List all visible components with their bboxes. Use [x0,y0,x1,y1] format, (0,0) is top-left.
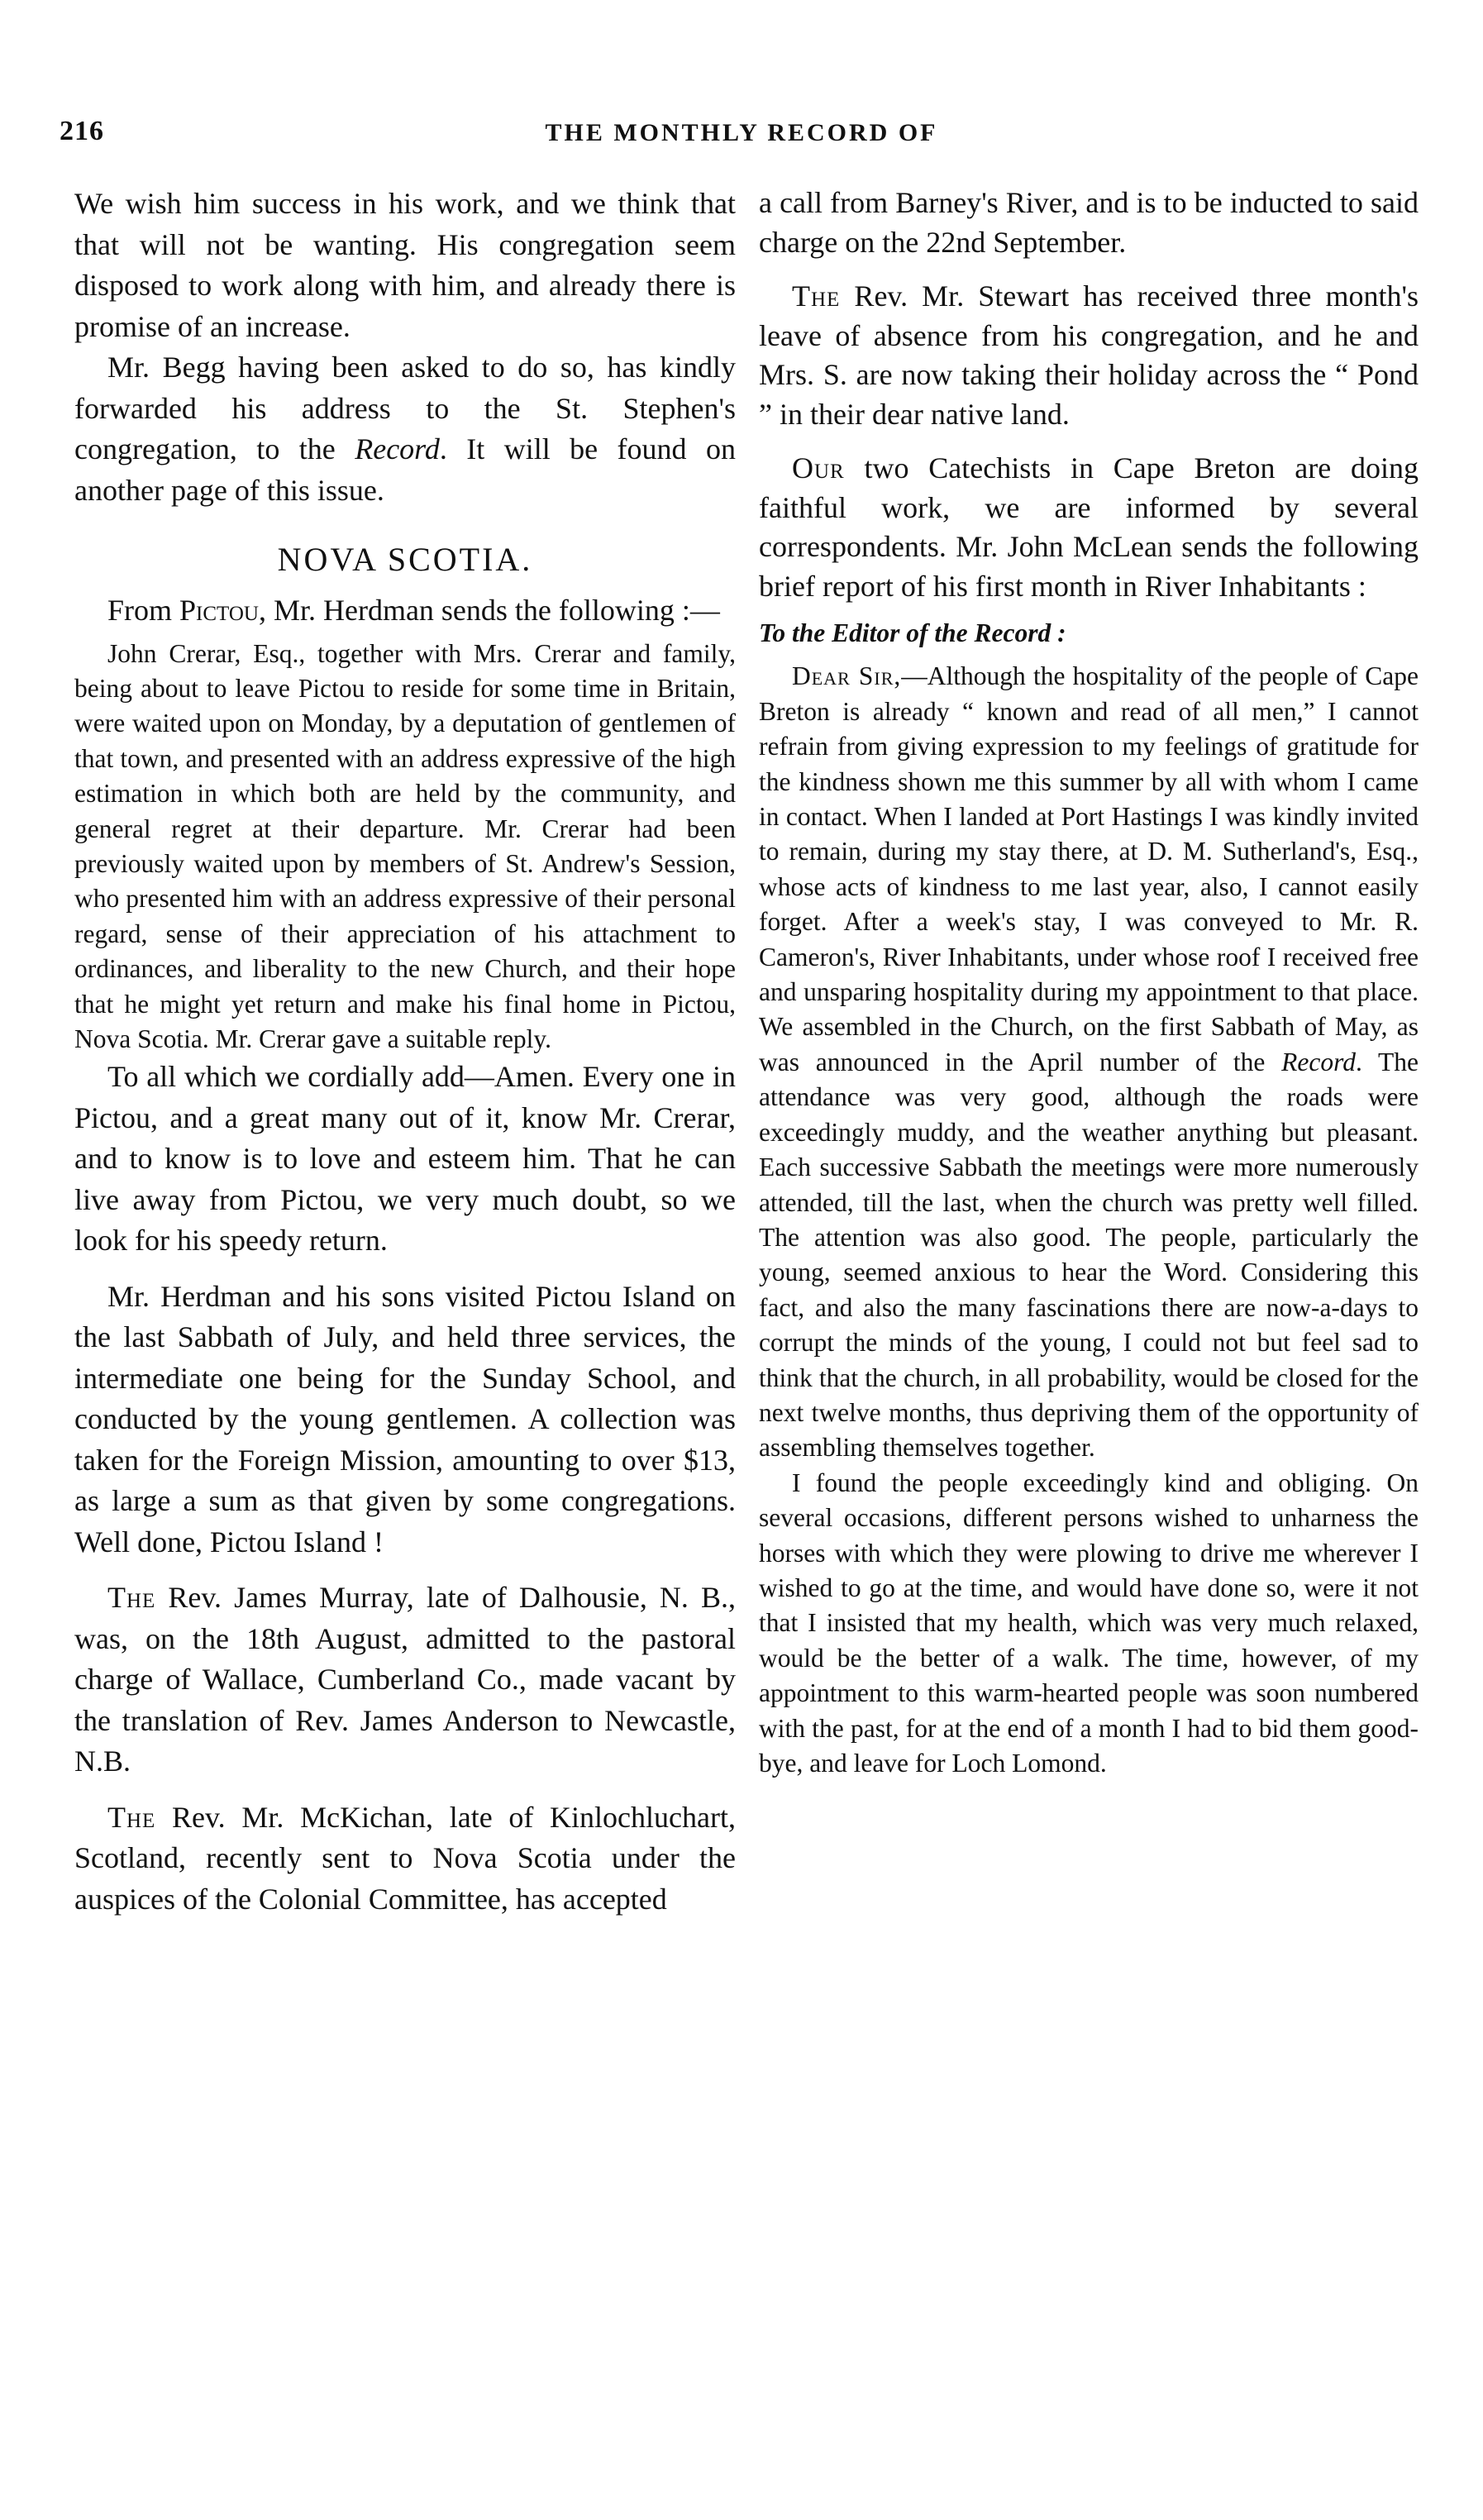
section-heading-nova-scotia: NOVA SCOTIA. [277,541,533,578]
pictou-small-caps: Pictou [179,594,259,627]
letter-body [759,659,1419,1465]
letter-address-line: To the Editor of the Record : [759,618,1066,647]
catechists-lead-word: Our [792,451,845,484]
pictou-intro-b: , Mr. Herdman sends the following :— [258,594,720,627]
paragraph-catechists [759,449,1419,606]
right-column [759,184,1419,2490]
letter-text-a: —Although the hospitality of the people of Cape Breton is already “ known and read of all men,” I cannot refrain from giving expression to my feelings of gratitude for the kindness shown me this summer by all with whom I came in contact. When I landed at Port Hastings I was kindly invited to remain, during my stay there, at D. M. Sutherland's, Esq., whose acts of kindness to me last year, also, I cannot easily forget. After a week's stay, I was conveyed to Mr. R. Cameron's, River Inhabitants, under whose roof I received free and unsparing hospitality during my appointment to that place. We assembled in the Church, on the first Sabbath of May, as was announced in the April number of the [759,661,1419,1076]
begg-text-a: Mr. Begg having been asked to do so, has kindly forwarded his address to the St. Stephen's congregation, to the [74,351,736,465]
page-number: 216 [60,116,104,146]
murray-lead-word: The [107,1581,156,1615]
paragraph-begg [74,347,736,511]
paragraph-success: We wish him success in his work, and we think that that will not be wanting. His congregation seem disposed to work along with him, and already there is promise of an increase. [74,187,736,343]
paragraph-barneys-river: a call from Barney's River, and is to be inducted to said charge on the 22nd September. [759,186,1419,259]
letter-text-b: . The attendance was very good, although the roads were exceedingly muddy, and the weather anything but pleasant. Each successive Sabbath the meetings were more numerously attended, till the last, when the church was pretty well filled. The attention was also good. The people, particularly the young, seemed anxious to hear the Word. Considering this fact, and also the many fascinations there are now-a-days to corrupt the minds of the young, I could not but feel sad to think that the church, in all probability, would be closed for the next twelve months, thus depriving them of the opportunity of assembling themselves together. [759,1047,1419,1463]
paragraph-mckichan [74,1797,736,1921]
murray-text: Rev. James Murray, late of Dalhousie, N. B., was, on the 18th August, admitted to the pastoral charge of Wallace, Cumberland Co., made vacant by the translation of Rev. James Anderson to Newcastle, N.B. [74,1581,736,1778]
record-title-italic: Record [355,432,440,465]
mckichan-lead-word: The [107,1800,156,1834]
paragraph-amen: To all which we cordially add—Amen. Every one in Pictou, and a great many out of it, know Mr. Crerar, and to know is to love and esteem him. That he can live away from Pictou, we very much doubt, so we look for his speedy return. [74,1060,736,1258]
running-title: THE MONTHLY RECORD OF [545,119,938,146]
letter-salutation: Dear Sir, [792,661,902,691]
pictou-intro-a: From [107,594,180,627]
paragraph-pictou-island: Mr. Herdman and his sons visited Pictou Island on the last Sabbath of July, and held three services, the intermediate one being for the Sunday School, and conducted by the young gentlemen. A collection was taken for the Foreign Mission, amounting to over $13, as large a sum as that given by some congregations. Well done, Pictou Island ! [74,1279,736,1558]
crerar-quote: John Crerar, Esq., together with Mrs. Crerar and family, being about to leave Pictou to reside for some time in Britain, were waited upon on Monday, by a deputation of gentlemen of that town, and presented with an address expressive of the high estimation in which both are held by the community, and general regret at their departure. Mr. Crerar had been previously waited upon by members of St. Andrew's Session, who presented him with an address expressive of their personal regard, sense of their appreciation of his attachment to ordinances, and liberality to the new Church, and their hope that he might yet return and make his final home in Pictou, Nova Scotia. Mr. Crerar gave a suitable reply. [74,638,736,1053]
paragraph-murray [74,1577,736,1783]
page-header [60,116,1423,165]
letter-record-italic: Record [1281,1047,1356,1076]
paragraph-stewart [759,277,1419,434]
letter-paragraph-kindness: I found the people exceedingly kind and obliging. On several occasions, different persons wished to unharness the horses with which they were plowing to drive me wherever I wished to go at the time, and would have done so, were it not that I insisted that my health, which was very much relaxed, would be the better of a walk. The time, however, of my appointment to this warm-hearted people was soon numbered with the past, for at the end of a month I had to bid them good-bye, and leave for Loch Lomond. [759,1468,1419,1778]
mckichan-text: Rev. Mr. McKichan, late of Kinlochluchart, Scotland, recently sent to Nova Scotia under the auspices of the Colonial Committee, has accepted [74,1800,736,1916]
begg-text-b: . It will be found on another page of this issue. [74,432,736,507]
paragraph-pictou-intro [74,590,736,632]
stewart-text: Rev. Mr. Stewart has received three month's leave of absence from his congregation, and he and Mrs. S. are now taking their holiday across the “ Pond ” in their dear native land. [759,279,1419,431]
stewart-lead-word: The [792,279,841,313]
catechists-text: two Catechists in Cape Breton are doing faithful work, we are informed by several correspondents. Mr. John McLean sends the following brief report of his first month in River Inhabitants : [759,451,1419,603]
left-column [74,184,736,2490]
